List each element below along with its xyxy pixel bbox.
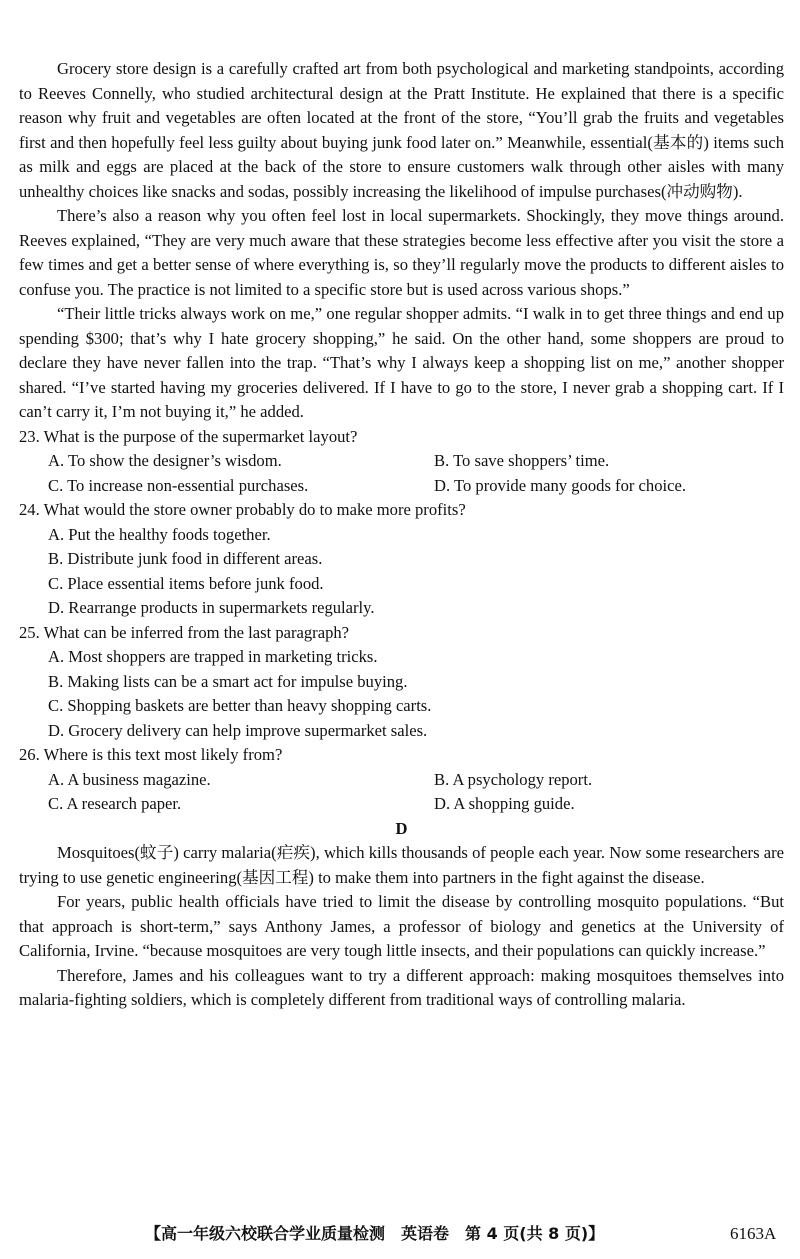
question-24: [19, 498, 784, 621]
question-23-stem: 23. What is the purpose of the supermarket layout?: [19, 426, 358, 446]
question-26-option-c: C. A research paper.: [48, 794, 182, 813]
passage-c-paragraph-1: Grocery store design is a carefully crafted art from both psychological and marketing standpoints, according to Reeves Connelly, who studied architectural design at the Pratt Institute. He explained that there is a specific reason why fruit and vegetables are often located at the front of the store, “You’ll grab the fruits and vegetables first and then hopefully feel less guilty about buying junk food later on.” Meanwhile, essential(基本的) items such as milk and eggs are placed at the back of the store to ensure customers walk through other aisles with many unhealthy choices like snacks and sodas, possibly increasing the likelihood of impulse purchases(冲动购物).: [19, 59, 784, 201]
passage-d-paragraph-1: Mosquitoes(蚊子) carry malaria(疟疾), which kills thousands of people each year. Now some researchers are trying to use genetic engineering(基因工程) to make them into partners in the fight against the disease.: [19, 843, 784, 887]
question-26-option-b: B. A psychology report.: [434, 769, 593, 789]
passage-c-paragraph-3: “Their little tricks always work on me,” one regular shopper admits. “I walk in to get three things and end up spending $300; that’s why I hate grocery shopping,” he said. On the other hand, some shoppers are proud to declare they have never fallen into the trap. “That’s why I always keep a shopping list on me,” another shopper shared. “I’ve started having my groceries delivered. If I have to go to the store, I never grab a shopping cart. If I can’t carry it, I’m not buying it,” he added.: [19, 304, 784, 421]
passage-d-paragraph-3: Therefore, James and his colleagues want to try a different approach: making mosquitoes themselves into malaria-fighting soldiers, which is completely different from traditional ways of controlling malaria.: [19, 965, 784, 1009]
question-25-option-c: C. Shopping baskets are better than heavy shopping carts.: [48, 696, 432, 715]
question-24-option-d: D. Rearrange products in supermarkets regularly.: [48, 598, 375, 617]
question-25-stem: 25. What can be inferred from the last paragraph?: [19, 622, 350, 642]
question-24-stem: 24. What would the store owner probably do to make more profits?: [19, 500, 466, 519]
question-25-option-b: B. Making lists can be a smart act for impulse buying.: [48, 671, 408, 691]
footer-code: 6163A: [730, 1224, 777, 1243]
question-23-option-c: C. To increase non-essential purchases.: [48, 475, 309, 495]
question-25-option-a: A. Most shoppers are trapped in marketing tricks.: [48, 647, 378, 666]
question-26-option-d: D. A shopping guide.: [434, 794, 575, 813]
question-26: [19, 743, 784, 817]
passage-c-paragraph-2: There’s also a reason why you often feel lost in local supermarkets. Shockingly, they move things around. Reeves explained, “They are very much aware that these strategies become less effective after you visit the store a few times and get a better sense of where everything is, so they’ll regularly move the products to different aisles to confuse you. The practice is not limited to a specific store but is used across various shops.”: [19, 206, 784, 299]
question-23: [19, 425, 784, 499]
question-26-stem: 26. Where is this text most likely from?: [19, 745, 283, 764]
passage-d-paragraph-2: For years, public health officials have tried to limit the disease by controlling mosquito populations. “But that approach is short-term,” says Anthony James, a professor of biology and genetics at the University of California, Irvine. “because mosquitoes are very tough little insects, and their populations can quickly increase.”: [19, 892, 784, 960]
page-footer: [0, 1222, 800, 1246]
footer-title: 【高一年级六校联合学业质量检测 英语卷 第 4 页(共 8 页)】: [145, 1224, 605, 1243]
question-24-option-b: B. Distribute junk food in different areas.: [48, 549, 323, 568]
passage-d-letter: D: [395, 818, 408, 838]
question-24-option-c: C. Place essential items before junk food.: [48, 573, 324, 593]
question-23-option-a: A. To show the designer’s wisdom.: [48, 451, 282, 470]
passage-c: [19, 57, 784, 1013]
question-25-option-d: D. Grocery delivery can help improve supermarket sales.: [48, 720, 428, 740]
question-24-option-a: A. Put the healthy foods together.: [48, 524, 271, 544]
question-23-option-d: D. To provide many goods for choice.: [434, 475, 686, 495]
question-23-option-b: B. To save shoppers’ time.: [434, 451, 610, 470]
question-25: [19, 621, 784, 744]
question-26-option-a: A. A business magazine.: [48, 769, 211, 789]
